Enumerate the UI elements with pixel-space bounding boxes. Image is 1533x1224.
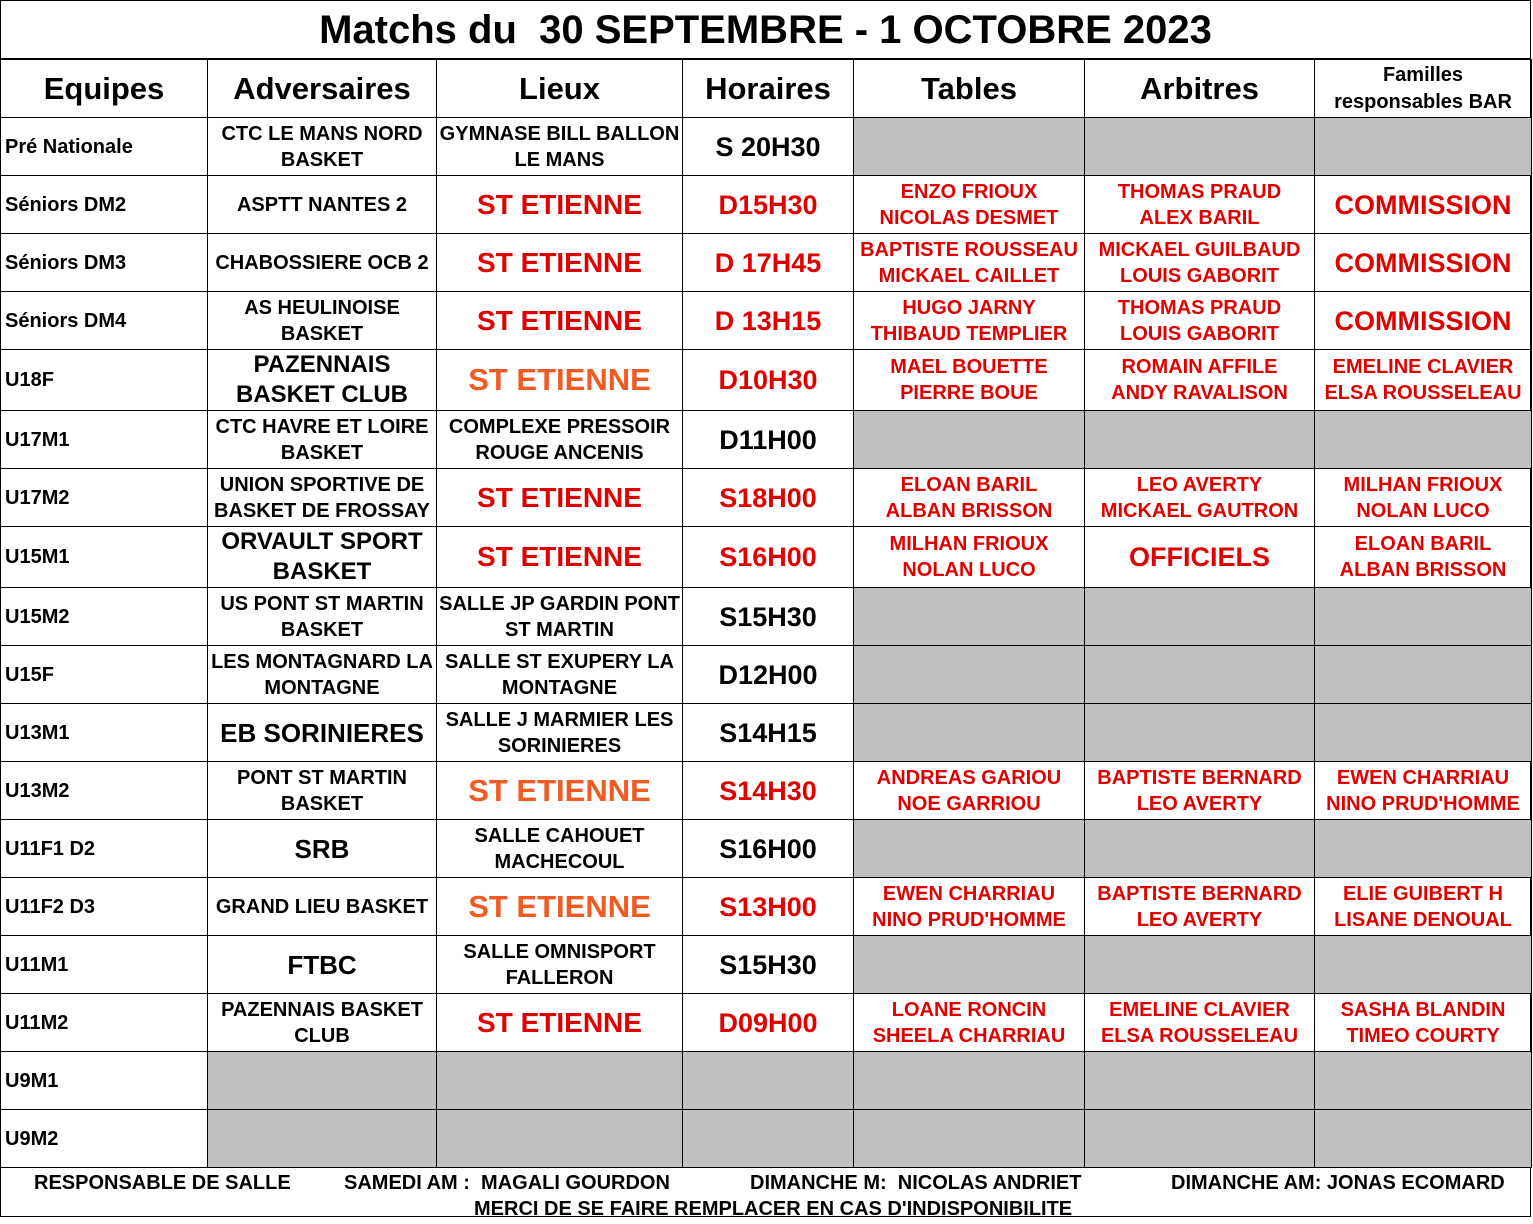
team-cell: U11F2 D3: [1, 878, 208, 936]
arbitres-cell: BAPTISTE BERNARD LEO AVERTY: [1085, 878, 1315, 936]
opponent-cell: PAZENNAIS BASKET CLUB: [208, 994, 437, 1052]
table-row: [1, 234, 1532, 292]
opponent-cell: PAZENNAIS BASKET CLUB: [208, 350, 437, 411]
horaire-cell: D15H30: [683, 176, 854, 234]
lieu-cell: SALLE J MARMIER LES SORINIERES: [437, 704, 683, 762]
table-row: [1, 527, 1532, 588]
arbitres-cell: MICKAEL GUILBAUD LOUIS GABORIT: [1085, 234, 1315, 292]
opponent-cell: ORVAULT SPORT BASKET: [208, 527, 437, 588]
opponent-cell: AS HEULINOISE BASKET: [208, 292, 437, 350]
footer-dimanche-am: DIMANCHE AM: JONAS ECOMARD: [1171, 1172, 1505, 1194]
tables-cell: [854, 1110, 1085, 1168]
tables-cell: [854, 1052, 1085, 1110]
footer-note: MERCI DE SE FAIRE REMPLACER EN CAS D'INDISPONIBILITE: [474, 1198, 1073, 1220]
arbitres-cell: OFFICIELS: [1085, 527, 1315, 588]
horaire-cell: S14H15: [683, 704, 854, 762]
table-row: [1, 1052, 1532, 1110]
bar-cell: ELIE GUIBERT H LISANE DENOUAL: [1315, 878, 1532, 936]
arbitres-cell: THOMAS PRAUD ALEX BARIL: [1085, 176, 1315, 234]
opponent-cell: UNION SPORTIVE DE BASKET DE FROSSAY: [208, 469, 437, 527]
arbitres-cell: [1085, 646, 1315, 704]
bar-cell: MILHAN FRIOUX NOLAN LUCO: [1315, 469, 1532, 527]
lieu-cell: ST ETIENNE: [437, 292, 683, 350]
lieu-cell: GYMNASE BILL BALLON LE MANS: [437, 118, 683, 176]
horaire-cell: S13H00: [683, 878, 854, 936]
table-row: [1, 176, 1532, 234]
horaire-cell: S 20H30: [683, 118, 854, 176]
table-row: [1, 936, 1532, 994]
horaire-cell: D09H00: [683, 994, 854, 1052]
bar-cell: EMELINE CLAVIER ELSA ROUSSELEAU: [1315, 350, 1532, 411]
arbitres-cell: [1085, 588, 1315, 646]
page-title: Matchs du 30 SEPTEMBRE - 1 OCTOBRE 2023: [1, 1, 1530, 59]
table-row: [1, 878, 1532, 936]
lieu-cell: SALLE OMNISPORT FALLERON: [437, 936, 683, 994]
tables-cell: ENZO FRIOUX NICOLAS DESMET: [854, 176, 1085, 234]
tables-cell: HUGO JARNY THIBAUD TEMPLIER: [854, 292, 1085, 350]
lieu-cell: [437, 1110, 683, 1168]
arbitres-cell: LEO AVERTY MICKAEL GAUTRON: [1085, 469, 1315, 527]
table-row: [1, 1110, 1532, 1168]
opponent-cell: FTBC: [208, 936, 437, 994]
tables-cell: EWEN CHARRIAU NINO PRUD'HOMME: [854, 878, 1085, 936]
lieu-cell: [437, 1052, 683, 1110]
team-cell: U17M1: [1, 411, 208, 469]
arbitres-cell: THOMAS PRAUD LOUIS GABORIT: [1085, 292, 1315, 350]
team-cell: U11F1 D2: [1, 820, 208, 878]
arbitres-cell: [1085, 411, 1315, 469]
arbitres-cell: [1085, 118, 1315, 176]
lieu-cell: ST ETIENNE: [437, 350, 683, 411]
opponent-cell: CHABOSSIERE OCB 2: [208, 234, 437, 292]
table-row: [1, 646, 1532, 704]
horaire-cell: D 13H15: [683, 292, 854, 350]
team-cell: U13M1: [1, 704, 208, 762]
opponent-cell: SRB: [208, 820, 437, 878]
tables-cell: [854, 588, 1085, 646]
opponent-cell: PONT ST MARTIN BASKET: [208, 762, 437, 820]
horaire-cell: S14H30: [683, 762, 854, 820]
bar-cell: [1315, 646, 1532, 704]
footer: [1, 1168, 1530, 1224]
table-row: [1, 994, 1532, 1052]
tables-cell: [854, 118, 1085, 176]
horaire-cell: S15H30: [683, 588, 854, 646]
tables-cell: MILHAN FRIOUX NOLAN LUCO: [854, 527, 1085, 588]
bar-cell: COMMISSION: [1315, 176, 1532, 234]
bar-cell: ELOAN BARIL ALBAN BRISSON: [1315, 527, 1532, 588]
opponent-cell: CTC LE MANS NORD BASKET: [208, 118, 437, 176]
opponent-cell: ASPTT NANTES 2: [208, 176, 437, 234]
horaire-cell: D10H30: [683, 350, 854, 411]
team-cell: U17M2: [1, 469, 208, 527]
tables-cell: [854, 411, 1085, 469]
arbitres-cell: [1085, 936, 1315, 994]
bar-cell: [1315, 1052, 1532, 1110]
header-tables: Tables: [854, 60, 1085, 118]
team-cell: Pré Nationale: [1, 118, 208, 176]
bar-cell: [1315, 118, 1532, 176]
bar-cell: [1315, 411, 1532, 469]
bar-cell: [1315, 588, 1532, 646]
table-row: [1, 820, 1532, 878]
team-cell: U11M2: [1, 994, 208, 1052]
opponent-cell: LES MONTAGNARD LA MONTAGNE: [208, 646, 437, 704]
footer-samedi: SAMEDI AM : MAGALI GOURDON: [344, 1172, 670, 1194]
horaire-cell: [683, 1052, 854, 1110]
lieu-cell: ST ETIENNE: [437, 234, 683, 292]
tables-cell: [854, 820, 1085, 878]
bar-cell: [1315, 936, 1532, 994]
footer-dimanche-m: DIMANCHE M: NICOLAS ANDRIET: [750, 1172, 1082, 1194]
lieu-cell: SALLE CAHOUET MACHECOUL: [437, 820, 683, 878]
footer-responsable: RESPONSABLE DE SALLE: [34, 1172, 291, 1194]
lieu-cell: ST ETIENNE: [437, 878, 683, 936]
tables-cell: ANDREAS GARIOU NOE GARRIOU: [854, 762, 1085, 820]
bar-cell: EWEN CHARRIAU NINO PRUD'HOMME: [1315, 762, 1532, 820]
tables-cell: MAEL BOUETTE PIERRE BOUE: [854, 350, 1085, 411]
tables-cell: LOANE RONCIN SHEELA CHARRIAU: [854, 994, 1085, 1052]
arbitres-cell: [1085, 1052, 1315, 1110]
bar-cell: COMMISSION: [1315, 292, 1532, 350]
bar-cell: [1315, 704, 1532, 762]
opponent-cell: CTC HAVRE ET LOIRE BASKET: [208, 411, 437, 469]
table-row: [1, 350, 1532, 411]
team-cell: U15M2: [1, 588, 208, 646]
team-cell: Séniors DM4: [1, 292, 208, 350]
horaire-cell: D12H00: [683, 646, 854, 704]
lieu-cell: ST ETIENNE: [437, 469, 683, 527]
team-cell: U15M1: [1, 527, 208, 588]
team-cell: U9M2: [1, 1110, 208, 1168]
lieu-cell: SALLE ST EXUPERY LA MONTAGNE: [437, 646, 683, 704]
opponent-cell: GRAND LIEU BASKET: [208, 878, 437, 936]
table-row: [1, 118, 1532, 176]
opponent-cell: US PONT ST MARTIN BASKET: [208, 588, 437, 646]
tables-cell: [854, 704, 1085, 762]
table-row: [1, 704, 1532, 762]
arbitres-cell: [1085, 704, 1315, 762]
team-cell: U11M1: [1, 936, 208, 994]
lieu-cell: COMPLEXE PRESSOIR ROUGE ANCENIS: [437, 411, 683, 469]
header-horaires: Horaires: [683, 60, 854, 118]
tables-cell: ELOAN BARIL ALBAN BRISSON: [854, 469, 1085, 527]
arbitres-cell: EMELINE CLAVIER ELSA ROUSSELEAU: [1085, 994, 1315, 1052]
arbitres-cell: ROMAIN AFFILE ANDY RAVALISON: [1085, 350, 1315, 411]
team-cell: U15F: [1, 646, 208, 704]
tables-cell: BAPTISTE ROUSSEAU MICKAEL CAILLET: [854, 234, 1085, 292]
header-lieux: Lieux: [437, 60, 683, 118]
header-adversaires: Adversaires: [208, 60, 437, 118]
tables-cell: [854, 646, 1085, 704]
horaire-cell: S18H00: [683, 469, 854, 527]
schedule-table: [0, 59, 1532, 1168]
team-cell: U9M1: [1, 1052, 208, 1110]
arbitres-cell: BAPTISTE BERNARD LEO AVERTY: [1085, 762, 1315, 820]
lieu-cell: ST ETIENNE: [437, 762, 683, 820]
horaire-cell: S15H30: [683, 936, 854, 994]
horaire-cell: S16H00: [683, 527, 854, 588]
team-cell: Séniors DM3: [1, 234, 208, 292]
bar-cell: [1315, 820, 1532, 878]
lieu-cell: SALLE JP GARDIN PONT ST MARTIN: [437, 588, 683, 646]
header-arbitres: Arbitres: [1085, 60, 1315, 118]
opponent-cell: EB SORINIERES: [208, 704, 437, 762]
team-cell: Séniors DM2: [1, 176, 208, 234]
lieu-cell: ST ETIENNE: [437, 994, 683, 1052]
arbitres-cell: [1085, 820, 1315, 878]
arbitres-cell: [1085, 1110, 1315, 1168]
lieu-cell: ST ETIENNE: [437, 176, 683, 234]
table-row: [1, 292, 1532, 350]
header-familles-bar: Familles responsables BAR: [1315, 60, 1532, 118]
horaire-cell: [683, 1110, 854, 1168]
team-cell: U18F: [1, 350, 208, 411]
table-row: [1, 588, 1532, 646]
table-row: [1, 411, 1532, 469]
table-row: [1, 469, 1532, 527]
header-row: [1, 60, 1532, 118]
bar-cell: [1315, 1110, 1532, 1168]
opponent-cell: [208, 1110, 437, 1168]
bar-cell: SASHA BLANDIN TIMEO COURTY: [1315, 994, 1532, 1052]
opponent-cell: [208, 1052, 437, 1110]
horaire-cell: S16H00: [683, 820, 854, 878]
horaire-cell: D 17H45: [683, 234, 854, 292]
bar-cell: COMMISSION: [1315, 234, 1532, 292]
table-row: [1, 762, 1532, 820]
lieu-cell: ST ETIENNE: [437, 527, 683, 588]
tables-cell: [854, 936, 1085, 994]
header-equipes: Equipes: [1, 60, 208, 118]
horaire-cell: D11H00: [683, 411, 854, 469]
team-cell: U13M2: [1, 762, 208, 820]
